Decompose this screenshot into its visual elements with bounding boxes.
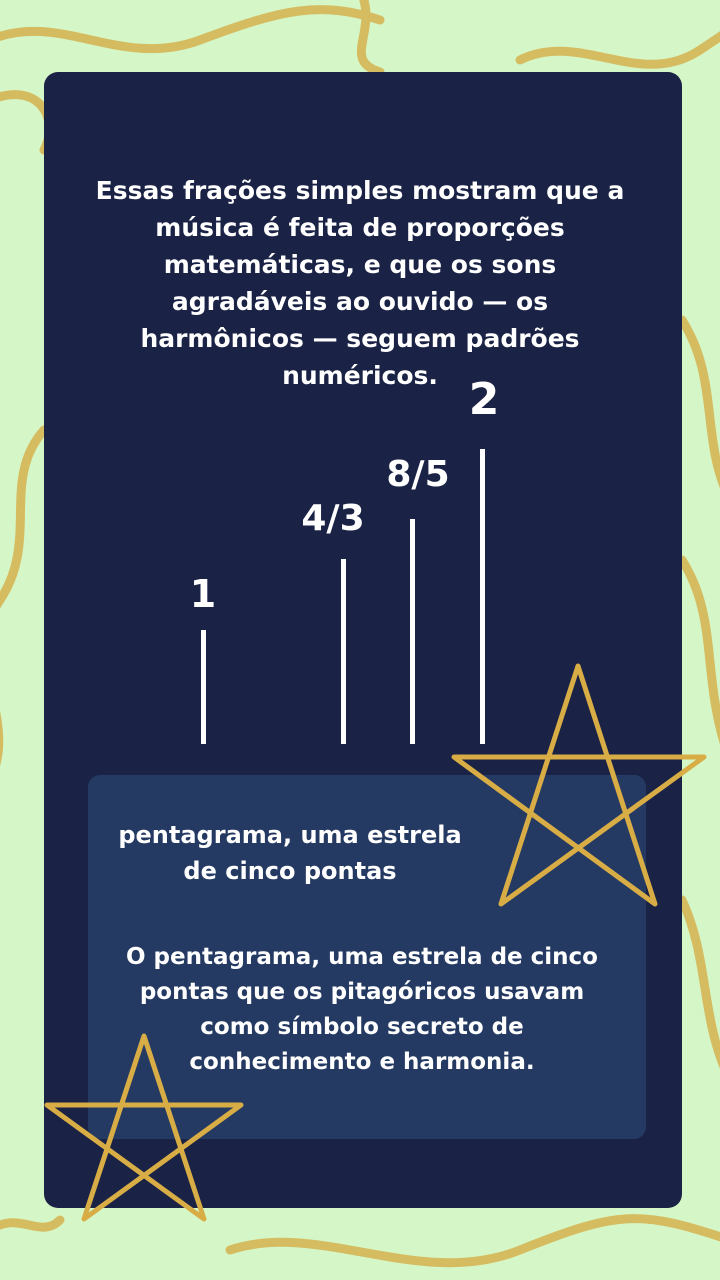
star-icon-large xyxy=(452,662,707,908)
ratio-label-4-3: 4/3 xyxy=(301,498,365,539)
squiggle-right-bottom xyxy=(682,900,720,1080)
squiggle-top-left xyxy=(0,95,49,150)
squiggle-top-right xyxy=(520,21,720,64)
ratio-label-8-5: 8/5 xyxy=(386,454,450,495)
ratio-bar-4-3 xyxy=(341,559,346,744)
ratio-bar-8-5 xyxy=(410,519,415,744)
intro-text: Essas frações simples mostram que a música é feita de proporções matemáticas, e que os sons agradáveis ao ouvido — os harmônicos — seguem padrões numéricos. xyxy=(95,176,625,390)
squiggle-top xyxy=(0,0,380,72)
squiggle-left xyxy=(0,430,44,780)
pentagram-description: O pentagrama, uma estrela de cinco pontas que os pitagóricos usavam como símbolo secreto de conhecimento e harmonia. xyxy=(126,944,598,1075)
ratio-label-1: 1 xyxy=(189,572,217,616)
ratio-bar-1 xyxy=(201,630,206,744)
star-icon-small xyxy=(44,1033,244,1223)
ratio-label-2: 2 xyxy=(468,374,500,425)
pentagram-caption: pentagrama, uma estrela de cinco pontas xyxy=(118,821,462,885)
squiggle-bottom xyxy=(230,1219,720,1263)
